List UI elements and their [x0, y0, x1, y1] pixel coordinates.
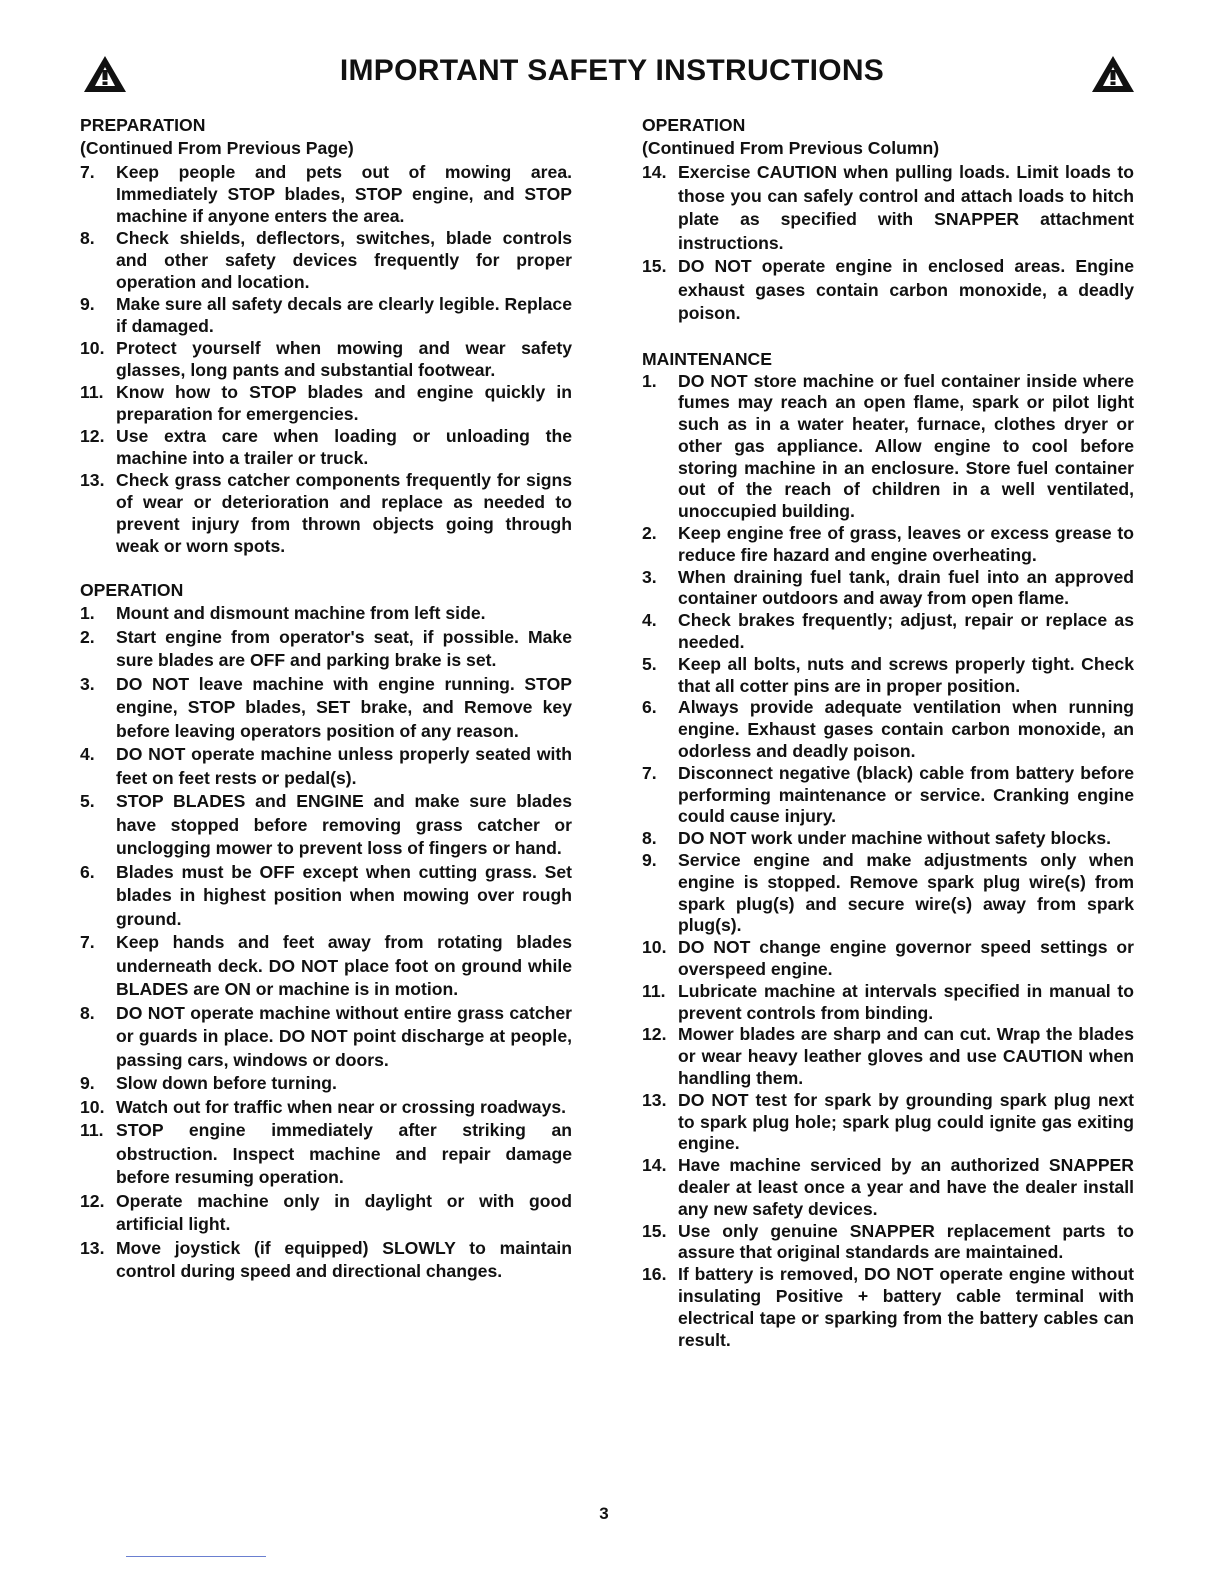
item-text: Have machine serviced by an authorized SNAPPER dealer at least once a year and have the dealer install any new safety devices.	[678, 1155, 1134, 1219]
section-title-preparation: PREPARATION	[80, 115, 206, 135]
list-item	[642, 610, 1134, 654]
list-item	[642, 371, 1134, 524]
list-item	[642, 523, 1134, 567]
item-text: DO NOT test for spark by grounding spark plug next to spark plug hole; spark plug could ignite gas exiting engine.	[678, 1089, 1134, 1154]
item-text: DO NOT operate machine without entire grass catcher or guards in place. DO NOT point discharge at people, passing cars, windows or doors.	[116, 1002, 572, 1070]
item-text: Keep hands and feet away from rotating blades underneath deck. DO NOT place foot on ground while BLADES are ON or machine is in motion.	[116, 932, 572, 999]
list-item	[80, 293, 572, 337]
item-text: Exercise CAUTION when pulling loads. Limit loads to those you can safely control and attach loads to hitch plate as specified with SNAPPER attachment instructions.	[678, 162, 1134, 253]
item-number: 8.	[80, 228, 95, 248]
item-number: 7.	[80, 162, 95, 182]
list-item	[642, 1221, 1134, 1265]
warning-triangle-icon	[1090, 54, 1136, 94]
list-item	[642, 654, 1134, 698]
item-number: 8.	[80, 1002, 95, 1023]
item-number: 7.	[642, 762, 657, 783]
list-item	[642, 763, 1134, 828]
section-title-operation-continued: OPERATION	[642, 115, 746, 135]
item-text: When draining fuel tank, drain fuel into an approved container outdoors and away from open flame.	[678, 566, 1134, 609]
list-item	[80, 425, 572, 469]
item-number: 15.	[642, 1220, 667, 1241]
maintenance-list	[642, 371, 1134, 1352]
item-text: Keep people and pets out of mowing area. Immediately STOP blades, STOP engine, and STOP machine if anyone enters the area.	[116, 162, 572, 226]
list-item	[80, 1190, 572, 1237]
list-item	[80, 602, 572, 626]
item-text: Keep engine free of grass, leaves or excess grease to reduce fire hazard and engine overheating.	[678, 523, 1134, 565]
item-number: 12.	[642, 1024, 667, 1045]
item-number: 13.	[80, 470, 105, 490]
item-number: 1.	[80, 603, 95, 623]
list-item	[642, 981, 1134, 1025]
section-subtitle: (Continued From Previous Column)	[642, 138, 940, 158]
item-number: 5.	[80, 791, 95, 811]
footer-rule	[126, 1556, 266, 1557]
item-number: 9.	[642, 850, 657, 871]
item-text: Check shields, deflectors, switches, blade controls and other safety devices frequently for proper operation and location.	[116, 228, 572, 292]
item-number: 14.	[642, 1155, 667, 1176]
list-item	[80, 790, 572, 861]
item-number: 4.	[80, 744, 95, 764]
item-number: 6.	[80, 861, 95, 882]
item-number: 2.	[642, 523, 657, 544]
item-text: Check grass catcher components frequently for signs of wear or deterioration and replace as needed to prevent injury from thrown objects going through weak or worn spots.	[116, 470, 572, 556]
item-text: Make sure all safety decals are clearly legible. Replace if damaged.	[116, 294, 572, 336]
item-text: DO NOT operate machine unless properly seated with feet on feet rests or pedal(s).	[116, 744, 572, 788]
item-number: 9.	[80, 1073, 95, 1093]
list-item	[80, 673, 572, 744]
item-text: Use extra care when loading or unloading the machine into a trailer or truck.	[116, 426, 572, 468]
list-item	[642, 697, 1134, 762]
item-text: DO NOT change engine governor speed settings or overspeed engine.	[678, 937, 1134, 980]
item-number: 7.	[80, 932, 95, 952]
right-column	[642, 114, 1134, 1351]
item-number: 2.	[80, 626, 95, 647]
operation-continued-list	[642, 161, 1134, 326]
item-number: 14.	[642, 162, 667, 182]
item-number: 3.	[80, 673, 95, 694]
list-item	[642, 1264, 1134, 1351]
item-text: Start engine from operator's seat, if possible. Make sure blades are OFF and parking brake is set.	[116, 626, 572, 670]
list-item	[80, 227, 572, 293]
item-text: Move joystick (if equipped) SLOWLY to maintain control during speed and directional changes.	[116, 1237, 572, 1281]
item-text: Mount and dismount machine from left side.	[116, 603, 486, 623]
item-number: 15.	[642, 256, 667, 276]
list-item	[80, 1072, 572, 1096]
list-item	[642, 828, 1134, 850]
item-text: Check brakes frequently; adjust, repair or replace as needed.	[678, 610, 1134, 653]
item-number: 5.	[642, 653, 657, 674]
item-text: Operate machine only in daylight or with good artificial light.	[116, 1190, 572, 1234]
item-text: Slow down before turning.	[116, 1073, 337, 1093]
item-number: 16.	[642, 1264, 667, 1285]
item-text: If battery is removed, DO NOT operate engine without insulating Positive + battery cable terminal with electrical tape or sparking from the battery cables can result.	[678, 1264, 1134, 1350]
list-item	[642, 1024, 1134, 1089]
operation-list	[80, 602, 572, 1284]
item-number: 11.	[80, 1120, 104, 1140]
item-number: 11.	[642, 980, 666, 1001]
list-item	[80, 1237, 572, 1284]
list-item	[642, 850, 1134, 937]
section-title-maintenance: MAINTENANCE	[642, 348, 772, 369]
list-item	[80, 1002, 572, 1073]
section-subtitle: (Continued From Previous Page)	[80, 138, 354, 158]
item-number: 10.	[80, 338, 105, 358]
item-text: Blades must be OFF except when cutting grass. Set blades in highest position when mowing over rough ground.	[116, 861, 572, 929]
item-number: 11.	[80, 382, 104, 402]
item-number: 13.	[642, 1089, 667, 1110]
item-number: 10.	[642, 937, 667, 958]
item-text: Lubricate machine at intervals specified in manual to prevent controls from binding.	[678, 980, 1134, 1023]
item-number: 4.	[642, 610, 657, 631]
item-text: Watch out for traffic when near or crossing roadways.	[116, 1096, 567, 1117]
list-item	[80, 337, 572, 381]
left-column	[80, 114, 572, 1284]
item-text: Know how to STOP blades and engine quickly in preparation for emergencies.	[116, 382, 572, 424]
list-item	[642, 1090, 1134, 1155]
list-item	[80, 743, 572, 790]
item-text: Service engine and make adjustments only when engine is stopped. Remove spark plug wire(s) from spark plug(s) and secure wire(s) away from spark plug(s).	[678, 850, 1134, 936]
page-number: 3	[599, 1504, 609, 1523]
list-item	[80, 1119, 572, 1190]
list-item	[642, 255, 1134, 326]
item-number: 12.	[80, 1190, 105, 1211]
item-number: 9.	[80, 294, 95, 314]
list-item	[642, 937, 1134, 981]
item-number: 3.	[642, 566, 657, 587]
item-text: DO NOT work under machine without safety blocks.	[678, 828, 1112, 849]
item-text: Keep all bolts, nuts and screws properly tight. Check that all cotter pins are in proper position.	[678, 653, 1134, 696]
item-number: 1.	[642, 370, 657, 391]
item-text: STOP BLADES and ENGINE and make sure blades have stopped before removing grass catcher or unclogging mower to prevent loss of fingers or hand.	[116, 791, 572, 858]
list-item	[80, 381, 572, 425]
section-gap	[642, 326, 1134, 348]
list-item	[80, 161, 572, 227]
preparation-list	[80, 161, 572, 557]
item-number: 10.	[80, 1096, 105, 1117]
page-title: IMPORTANT SAFETY INSTRUCTIONS	[339, 54, 885, 87]
list-item	[642, 1155, 1134, 1220]
list-item	[80, 861, 572, 932]
item-text: DO NOT operate engine in enclosed areas. Engine exhaust gases contain carbon monoxide, a deadly poison.	[678, 256, 1134, 323]
list-item	[80, 1096, 572, 1120]
item-number: 12.	[80, 426, 105, 446]
list-item	[80, 469, 572, 557]
item-text: Disconnect negative (black) cable from battery before performing maintenance or service. Cranking engine could cause injury.	[678, 762, 1134, 827]
item-text: Mower blades are sharp and can cut. Wrap the blades or wear heavy leather gloves and use CAUTION when handling them.	[678, 1024, 1134, 1088]
item-text: DO NOT store machine or fuel container inside where fumes may reach an open flame, spark or pilot light such as in a water heater, furnace, clothes dryer or other gas appliance. Allow engine to cool before storing machine in an enclosure. Store fuel container out of the reach of children in a well ventilated, unoccupied building.	[678, 370, 1134, 522]
section-gap	[80, 557, 572, 579]
item-text: Use only genuine SNAPPER replacement parts to assure that original standards are maintained.	[678, 1220, 1134, 1263]
list-item	[642, 567, 1134, 611]
item-number: 6.	[642, 697, 657, 718]
section-title-operation: OPERATION	[80, 580, 184, 600]
list-item	[80, 931, 572, 1002]
item-text: Always provide adequate ventilation when running engine. Exhaust gases contain carbon monoxide, an odorless and deadly poison.	[678, 697, 1134, 762]
item-number: 8.	[642, 828, 657, 849]
list-item	[80, 626, 572, 673]
item-text: DO NOT leave machine with engine running. STOP engine, STOP blades, SET brake, and Remove key before leaving operators position of any reason.	[116, 673, 572, 741]
item-number: 13.	[80, 1237, 105, 1258]
list-item	[642, 161, 1134, 255]
item-text: STOP engine immediately after striking an obstruction. Inspect machine and repair damage before resuming operation.	[116, 1120, 572, 1187]
page-header	[0, 50, 1224, 102]
item-text: Protect yourself when mowing and wear safety glasses, long pants and substantial footwear.	[116, 338, 572, 380]
